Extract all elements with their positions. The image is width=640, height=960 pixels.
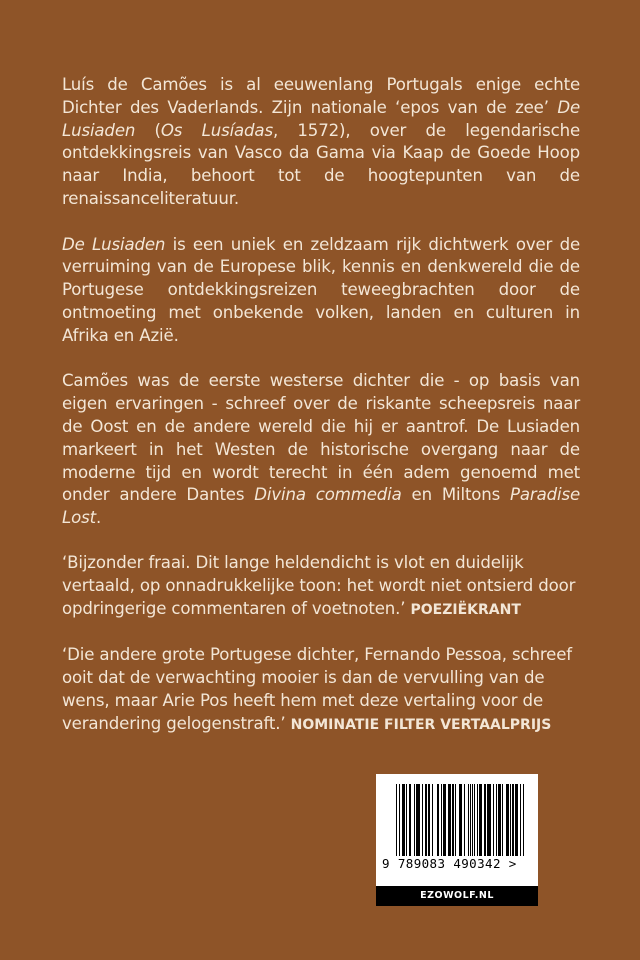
barcode-bar bbox=[404, 784, 405, 856]
isbn-number: 9 789083 490342 > bbox=[382, 856, 517, 871]
barcode-bar bbox=[422, 784, 423, 856]
italic-title: Os Lusíadas bbox=[160, 120, 273, 140]
barcode-bar bbox=[414, 784, 415, 856]
barcode-bar bbox=[432, 784, 433, 856]
text: en Miltons bbox=[401, 485, 511, 505]
barcode-bar bbox=[410, 784, 411, 856]
text: . bbox=[95, 508, 102, 528]
quote-text: ‘Die andere grote Portugese dichter, Fernando Pessoa, schreef ooit dat de verwachting mooier is dan de vervulling van de wens, maar Arie Pos heeft hem met deze vertaling voor de verandering gelogenstraft.’ bbox=[62, 645, 572, 733]
italic-title: De Lusiaden bbox=[62, 97, 580, 140]
barcode-bar bbox=[429, 784, 430, 856]
barcode-bar bbox=[406, 784, 407, 856]
text: , 1572), over de legendarische ontdekkingsreis van Vasco da Gama via Kaap de Goede Hoop naar India, behoort tot de hoogtepunten van de renaissanceliteratuur. bbox=[62, 120, 580, 208]
barcode-bar bbox=[441, 784, 442, 856]
quote-source: NOMINATIE FILTER VERTAALPRIJS bbox=[290, 716, 552, 733]
barcode-bar bbox=[477, 784, 478, 856]
barcode-bar bbox=[425, 784, 426, 856]
barcode-bar bbox=[399, 784, 400, 856]
barcode-bar bbox=[468, 784, 469, 856]
italic-title: Paradise Lost bbox=[62, 485, 581, 528]
text: Camões was de eerste westerse dichter die - op basis van eigen ervaringen - schreef over de riskante scheepsreis naar de Oost en de andere wereld die hij er aantrof. De Lusiaden markeert in het Westen de historische overgang naar de moderne tijd en wordt terecht in één adem genoemd met onder andere Dantes bbox=[62, 371, 580, 505]
barcode-bar bbox=[464, 784, 465, 856]
barcode-bar bbox=[484, 784, 485, 856]
barcode-bar bbox=[455, 784, 456, 856]
blurb-paragraph-3 bbox=[62, 370, 580, 530]
barcode-bar bbox=[523, 784, 524, 856]
barcode-bar bbox=[496, 784, 497, 856]
barcode-bar bbox=[472, 784, 473, 856]
barcode-bar bbox=[438, 784, 439, 856]
isbn-barcode bbox=[376, 774, 538, 886]
barcode-bars bbox=[396, 784, 524, 856]
text: is een uniek en zeldzaam rijk dichtwerk over de verruiming van de Europese blik, kennis en denkwereld die de Portugese ontdekkingsreizen teweegbrachten door de ontmoeting met onbekende volken, landen en culturen in Afrika en Azië. bbox=[62, 234, 581, 345]
barcode-bar bbox=[507, 784, 508, 856]
text: Luís de Camões is al eeuwenlang Portugals enige echte Dichter des Vaderlands. Zijn nationale ‘epos van de zee’ bbox=[62, 75, 580, 117]
barcode-bar bbox=[489, 784, 490, 856]
barcode-bar bbox=[520, 784, 521, 856]
barcode-bar bbox=[445, 784, 446, 856]
review-quote-1 bbox=[62, 552, 580, 621]
barcode-bar bbox=[502, 784, 503, 856]
review-quote-2 bbox=[62, 644, 580, 736]
publisher-label: EZOWOLF.NL bbox=[376, 886, 538, 906]
text: ( bbox=[135, 120, 161, 140]
barcode-bar bbox=[493, 784, 494, 856]
quote-text: ‘Bijzonder fraai. Dit lange heldendicht is vlot en duidelijk vertaald, op onnadrukkelijke toon: het wordt niet ontsierd door opdringerige commentaren of voetnoten.’ bbox=[62, 553, 576, 618]
barcode-bar bbox=[500, 784, 501, 856]
back-cover-blurb bbox=[62, 74, 580, 553]
barcode-bar bbox=[474, 784, 475, 856]
review-quotes bbox=[62, 552, 580, 759]
barcode-bar bbox=[396, 784, 397, 856]
italic-title: Divina commedia bbox=[254, 485, 402, 505]
barcode-bar bbox=[461, 784, 462, 856]
blurb-paragraph-1 bbox=[62, 74, 580, 211]
barcode-bar bbox=[480, 784, 481, 856]
blurb-paragraph-2 bbox=[62, 234, 580, 348]
barcode-bar bbox=[512, 784, 513, 856]
barcode-bar bbox=[510, 784, 511, 856]
barcode-bar bbox=[452, 784, 453, 856]
italic-title: De Lusiaden bbox=[62, 234, 166, 254]
quote-source: POEZIËKRANT bbox=[410, 601, 521, 618]
barcode-bar bbox=[516, 784, 517, 856]
barcode-bar bbox=[419, 784, 420, 856]
barcode-bar bbox=[450, 784, 451, 856]
